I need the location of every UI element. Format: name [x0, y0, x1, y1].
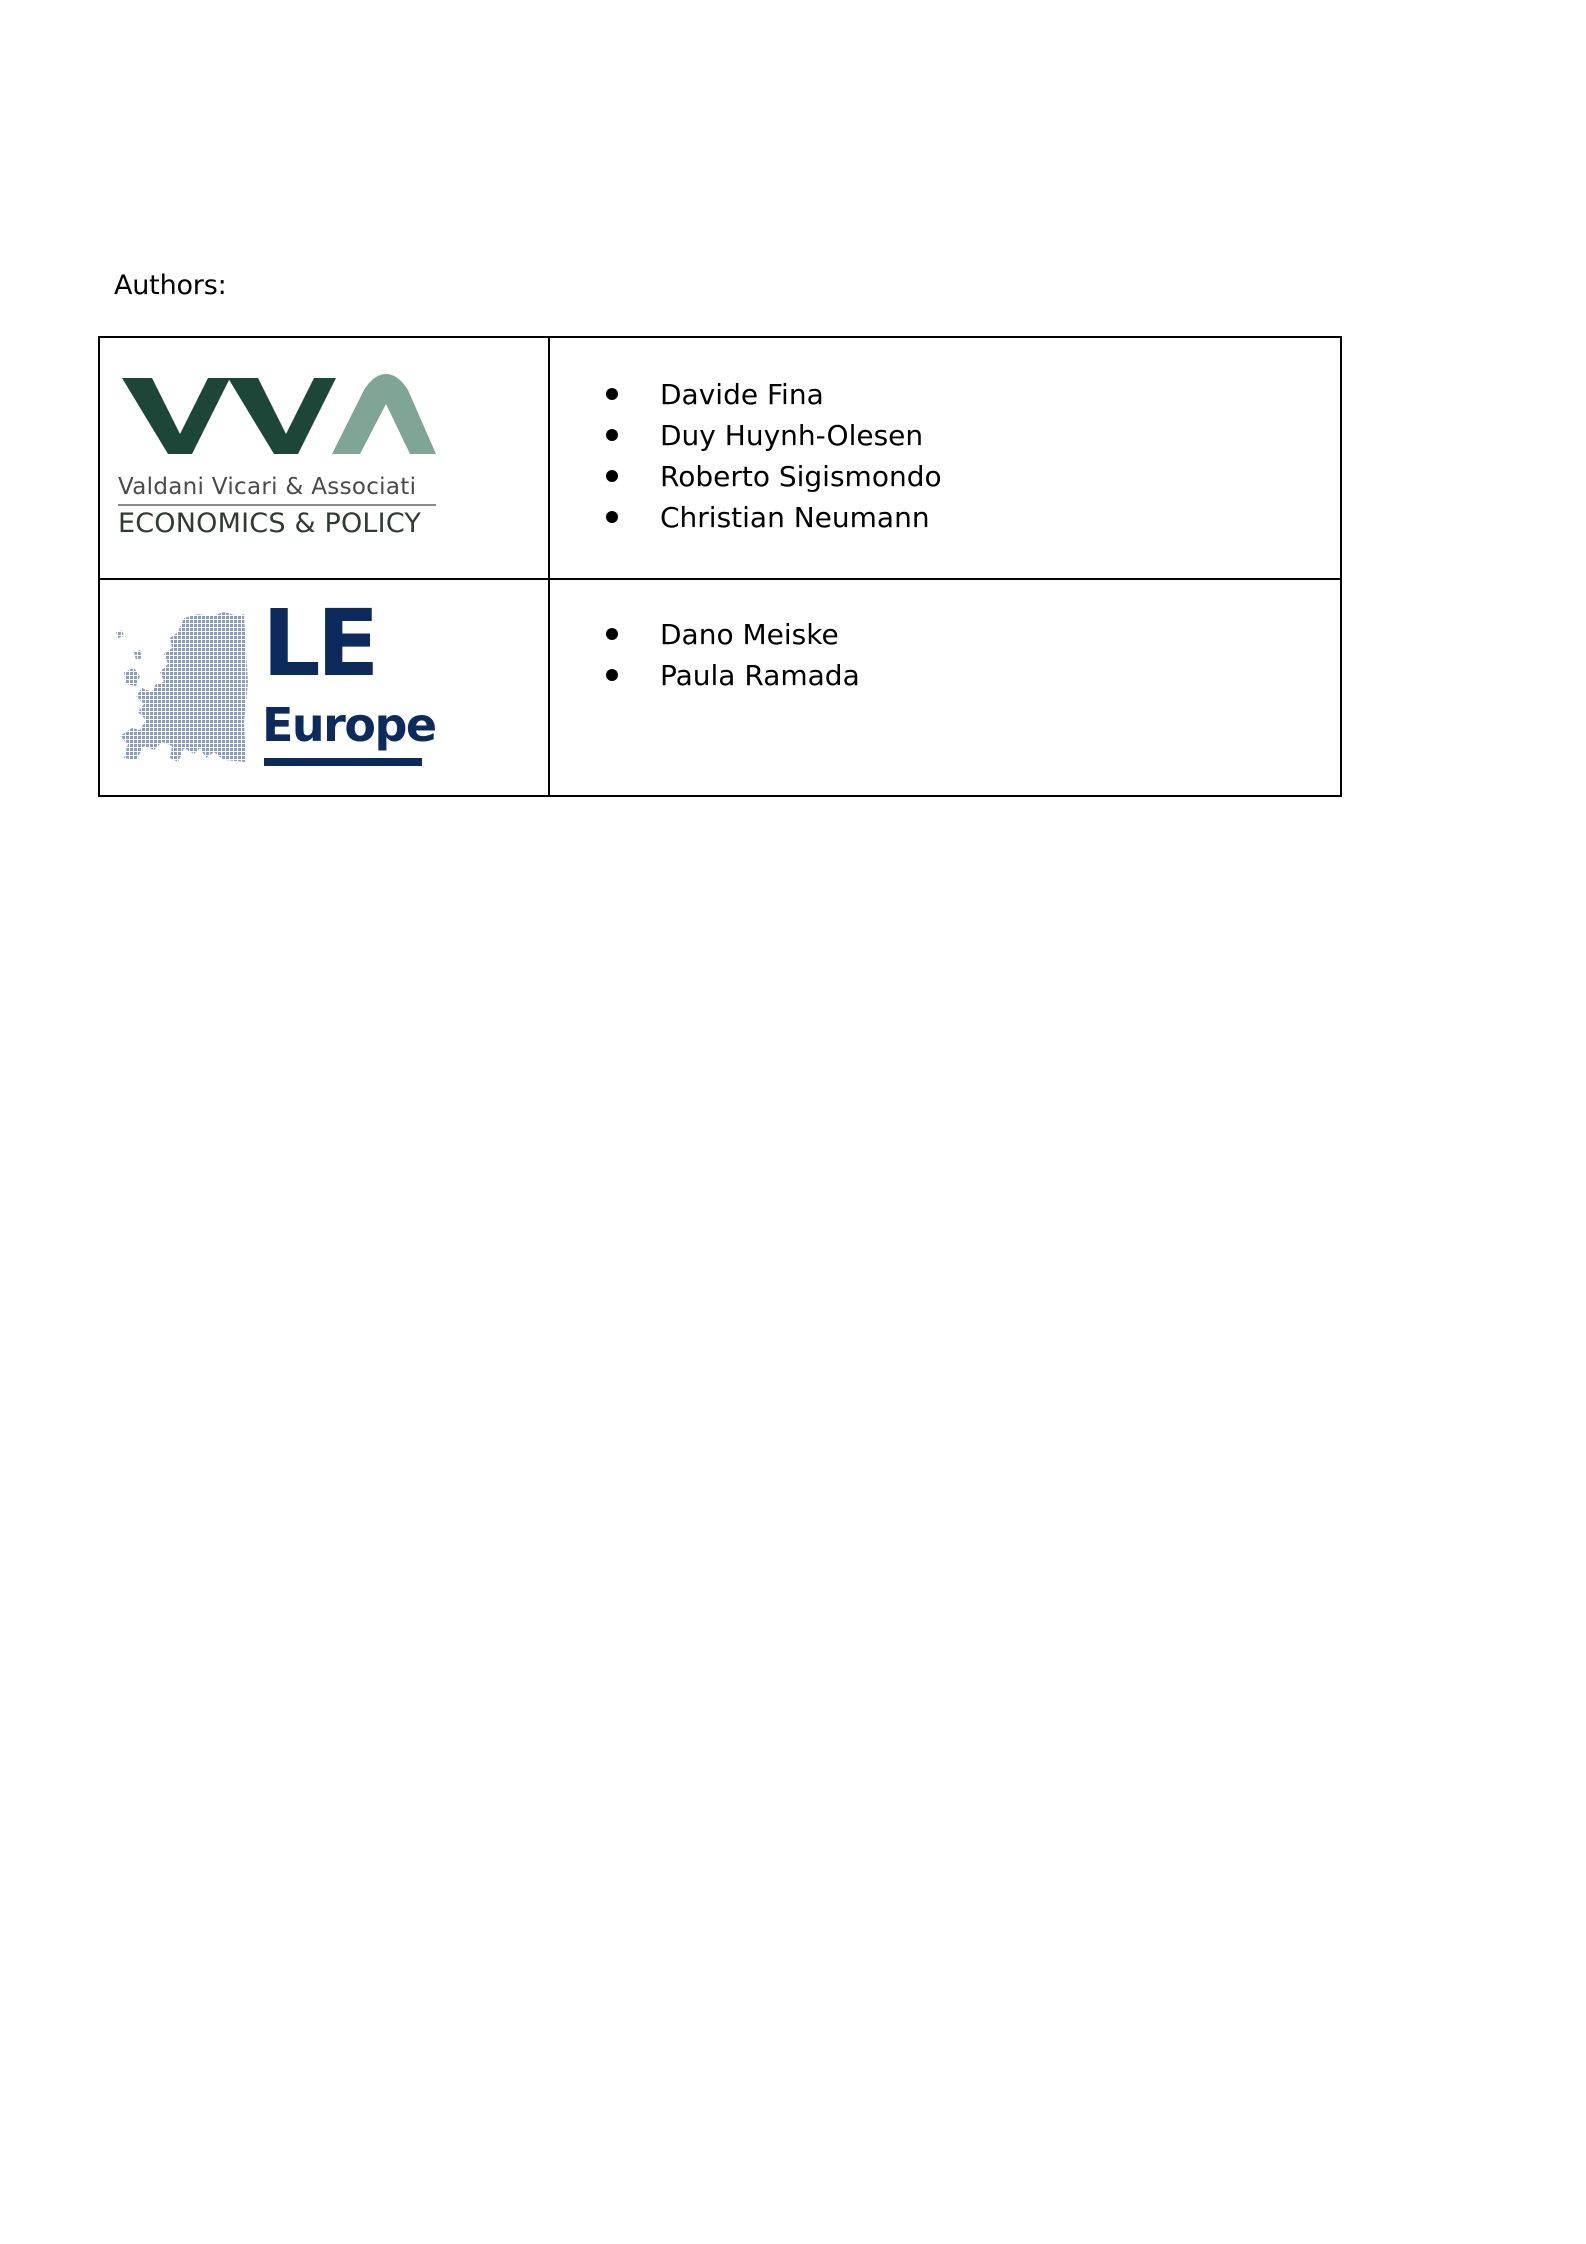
vva-logo-mark: [118, 372, 436, 458]
vva-logo-line2: ECONOMICS & POLICY: [118, 508, 422, 539]
le-authors-cell: [549, 579, 1341, 796]
le-authors-list: [606, 614, 1396, 696]
table-row: [99, 579, 1341, 796]
list-item: [606, 415, 1396, 456]
author-name: Dano Meiske: [660, 618, 839, 651]
bullet-icon: [606, 628, 618, 640]
le-logo-word: Europe: [262, 698, 436, 752]
europe-map-icon: [114, 612, 248, 764]
le-europe-logo: [114, 590, 436, 768]
table-row: [99, 337, 1341, 579]
vva-authors-cell: [549, 337, 1341, 579]
list-item: [606, 497, 1396, 538]
list-item: [606, 456, 1396, 497]
bullet-icon: [606, 388, 618, 400]
vva-authors-list: [606, 374, 1396, 538]
vva-logo: [118, 372, 444, 558]
author-name: Paula Ramada: [660, 659, 860, 692]
vva-logo-line1: Valdani Vicari & Associati: [118, 474, 417, 500]
list-item: [606, 655, 1396, 696]
bullet-icon: [606, 429, 618, 441]
authors-table: [98, 336, 1342, 797]
list-item: [606, 374, 1396, 415]
author-name: Duy Huynh-Olesen: [660, 419, 924, 452]
bullet-icon: [606, 511, 618, 523]
author-name: Christian Neumann: [660, 501, 930, 534]
authors-heading: Authors:: [114, 270, 227, 301]
vva-logo-cell: [99, 337, 549, 579]
bullet-icon: [606, 470, 618, 482]
vva-logo-divider: [118, 504, 436, 506]
author-name: Davide Fina: [660, 378, 824, 411]
le-logo-cell: [99, 579, 549, 796]
author-name: Roberto Sigismondo: [660, 460, 942, 493]
list-item: [606, 614, 1396, 655]
le-logo-letters: LE: [262, 590, 376, 697]
le-logo-underline: [264, 758, 422, 766]
bullet-icon: [606, 669, 618, 681]
